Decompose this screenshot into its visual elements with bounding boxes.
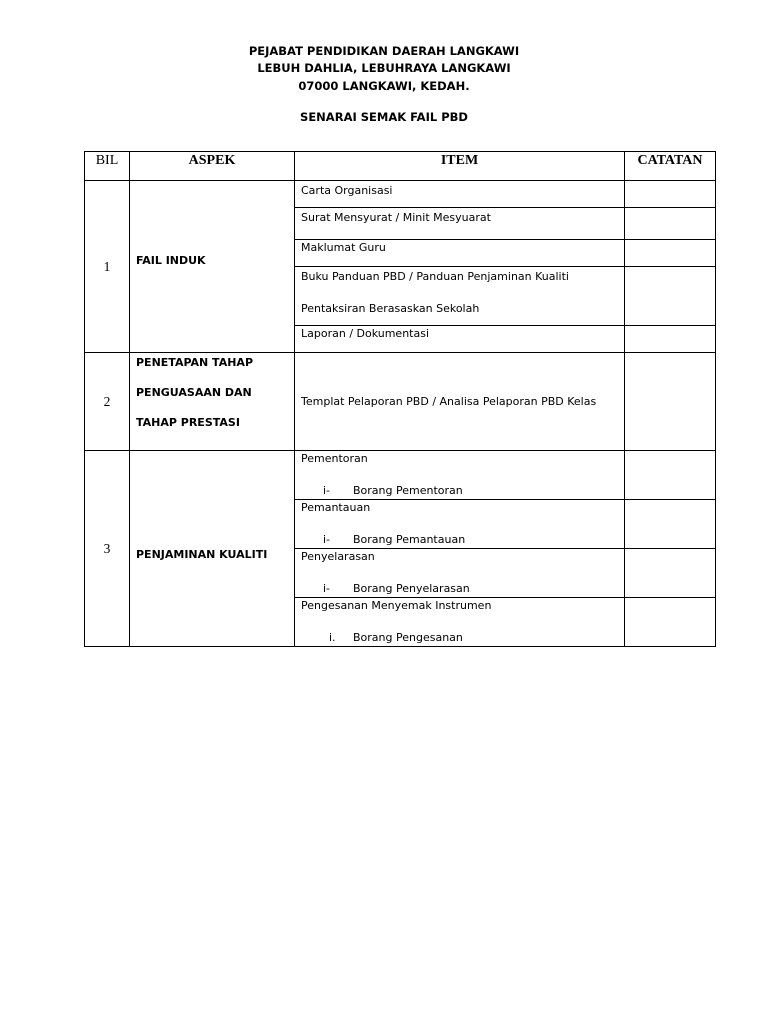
sub-item-text: Borang Penyelarasan (353, 582, 470, 595)
notes-cell[interactable] (625, 353, 716, 451)
document-title: SENARAI SEMAK FAIL PBD (300, 110, 468, 124)
list-marker: i- (323, 484, 331, 497)
notes-cell[interactable] (625, 326, 716, 353)
notes-cell[interactable] (625, 451, 716, 500)
column-header-catatan: CATATAN (625, 152, 716, 181)
column-header-item: ITEM (295, 152, 625, 181)
item-cell: Templat Pelaporan PBD / Analisa Pelaporan PBD Kelas (295, 353, 625, 451)
item-text: Pengesanan Menyemak Instrumen (301, 599, 492, 612)
item-cell: Surat Mensyurat / Minit Mesyuarat (295, 208, 625, 240)
aspect-line: TAHAP PRESTASI (136, 416, 240, 429)
header-address-line: LEBUH DAHLIA, LEBUHRAYA LANGKAWI (257, 61, 511, 75)
aspect-cell: FAIL INDUK (130, 181, 295, 353)
notes-cell[interactable] (625, 598, 716, 647)
list-marker: i- (323, 582, 331, 595)
row-number: 3 (85, 451, 130, 647)
sub-item (329, 631, 624, 644)
notes-cell[interactable] (625, 549, 716, 598)
item-text: Buku Panduan PBD / Panduan Penjaminan Kualiti (301, 270, 569, 283)
aspect-line: PENETAPAN TAHAP (136, 356, 254, 369)
column-header-aspek: ASPEK (130, 152, 295, 181)
notes-cell[interactable] (625, 240, 716, 267)
item-text: Pementoran (301, 452, 368, 465)
list-marker: i. (329, 631, 336, 644)
item-cell (295, 500, 625, 549)
sub-item (323, 484, 624, 497)
row-number: 2 (85, 353, 130, 451)
aspect-cell (130, 353, 295, 451)
item-cell (295, 598, 625, 647)
aspect-cell: PENJAMINAN KUALITI (130, 451, 295, 647)
item-cell (295, 549, 625, 598)
item-cell (295, 267, 625, 326)
notes-cell[interactable] (625, 500, 716, 549)
item-text: Pentaksiran Berasaskan Sekolah (301, 302, 480, 315)
header-office-name: PEJABAT PENDIDIKAN DAERAH LANGKAWI (248, 44, 520, 58)
item-cell: Maklumat Guru (295, 240, 625, 267)
list-marker: i- (323, 533, 331, 546)
row-number: 1 (85, 181, 130, 353)
item-cell: Laporan / Dokumentasi (295, 326, 625, 353)
sub-item-text: Borang Pengesanan (353, 631, 463, 644)
header-postcode-line: 07000 LANGKAWI, KEDAH. (298, 79, 470, 93)
table-row (85, 353, 716, 451)
table-row (85, 451, 716, 500)
sub-item-text: Borang Pemantauan (353, 533, 466, 546)
notes-cell[interactable] (625, 267, 716, 326)
sub-item-text: Borang Pementoran (353, 484, 463, 497)
notes-cell[interactable] (625, 208, 716, 240)
aspect-line: PENGUASAAN DAN (136, 386, 252, 399)
table-header-row (85, 152, 716, 181)
item-text: Pemantauan (301, 501, 371, 514)
sub-item (323, 582, 624, 595)
table-row (85, 181, 716, 208)
checklist-table (84, 151, 716, 647)
item-cell (295, 451, 625, 500)
column-header-bil: BIL (85, 152, 130, 181)
item-text: Penyelarasan (301, 550, 375, 563)
notes-cell[interactable] (625, 181, 716, 208)
sub-item (323, 533, 624, 546)
item-cell: Carta Organisasi (295, 181, 625, 208)
